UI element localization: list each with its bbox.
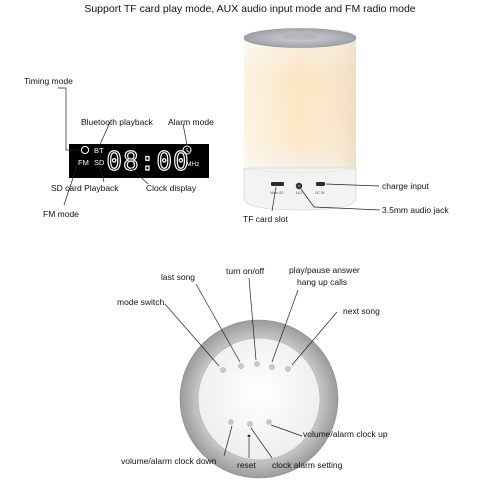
aux-print: AUX: [295, 191, 303, 195]
play-pause-label: play/pause answer: [289, 265, 360, 275]
next-song-mark: [285, 366, 290, 371]
next-song-label: next song: [343, 306, 380, 316]
reset-hole: [248, 435, 251, 438]
reset-label: reset: [237, 460, 256, 470]
clock-setting-mark: [247, 421, 252, 426]
tf-card-slot: [271, 182, 284, 186]
volume-up-mark: [267, 420, 272, 425]
hang-up-calls-label: hang up calls: [297, 277, 348, 287]
control-face: [198, 338, 320, 460]
audio-jack-label: 3.5mm audio jack: [382, 205, 449, 215]
dc-print: DC 5V: [315, 191, 325, 195]
play-pause-mark: [269, 364, 274, 369]
clock-alarm-setting-label: clock alarm setting: [272, 460, 343, 470]
mode-switch-mark: [220, 367, 225, 372]
power-mark: [254, 361, 259, 366]
clock-digits: 08:00: [106, 147, 190, 177]
volume-up-label: volume/alarm clock up: [303, 429, 388, 439]
clock-display-label: Clock display: [146, 183, 197, 193]
volume-down-mark: [229, 420, 234, 425]
fm-mode-label: FM mode: [43, 209, 79, 219]
last-song-label: last song: [161, 272, 196, 282]
charge-input-label: charge input: [382, 181, 429, 191]
lamp-body: [244, 28, 356, 210]
page-title: Support TF card play mode, AUX audio input mode and FM radio mode: [84, 3, 416, 15]
volume-down-label: volume/alarm clock down: [121, 456, 217, 466]
micro-sd-print: Micro SD: [270, 191, 284, 195]
timing-mode-label: Timing mode: [24, 76, 73, 86]
charge-port: [316, 182, 325, 186]
turn-on-off-label: turn on/off: [226, 266, 265, 276]
mode-switch-label: mode switch: [117, 297, 165, 307]
alarm-mode-label: Alarm mode: [168, 117, 214, 127]
sd-card-playback-label: SD card Playback: [51, 183, 119, 193]
bt-indicator: BT: [94, 146, 104, 155]
fm-indicator: FM: [78, 158, 89, 167]
last-song-mark: [238, 363, 243, 368]
tf-card-slot-label: TF card slot: [243, 214, 288, 224]
bluetooth-playback-label: Bluetooth playback: [81, 117, 153, 127]
mhz-indicator: MHz: [186, 161, 200, 168]
sd-indicator: SD: [94, 158, 105, 167]
